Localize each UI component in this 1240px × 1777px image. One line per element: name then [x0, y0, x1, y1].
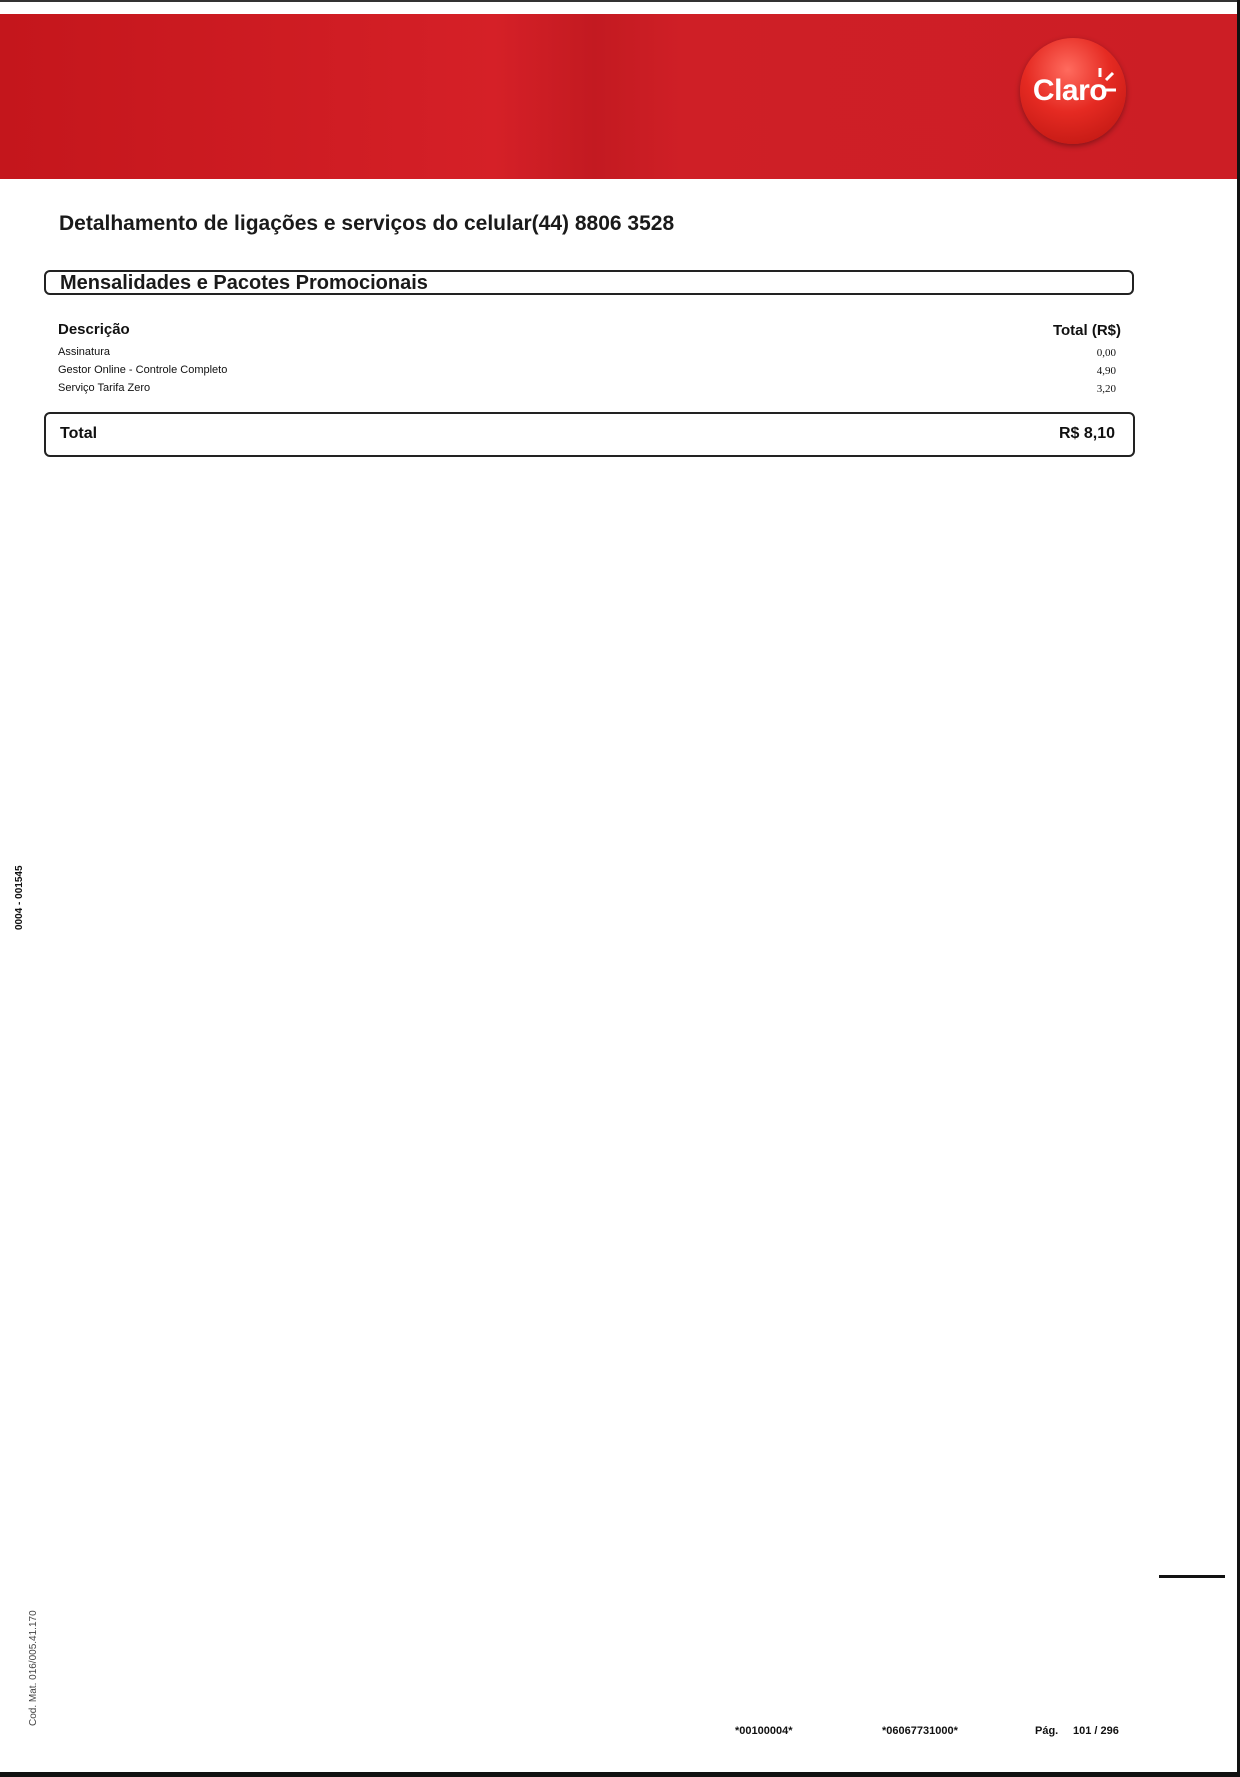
top-strip	[0, 0, 1237, 14]
section-header-box	[44, 270, 1134, 295]
footer-page-label: Pág.	[1035, 1725, 1059, 1737]
footer-page-number: 101 / 296	[1073, 1725, 1119, 1737]
total-box	[44, 412, 1135, 457]
margin-rule	[1159, 1575, 1225, 1578]
item-description: Assinatura	[58, 346, 110, 358]
item-value: 0,00	[1096, 347, 1116, 359]
claro-logo	[1020, 38, 1126, 144]
total-value: R$ 8,10	[1058, 425, 1115, 442]
total-label: Total	[60, 425, 98, 442]
column-header-description: Descrição	[58, 321, 130, 338]
column-header-total: Total (R$)	[1052, 322, 1121, 339]
section-title: Mensalidades e Pacotes Promocionais	[60, 272, 428, 294]
footer-barcode-1: *00100004*	[735, 1725, 793, 1737]
item-description: Gestor Online - Controle Completo	[58, 364, 228, 376]
side-code: 0004 - 001545	[14, 865, 25, 930]
item-description: Serviço Tarifa Zero	[58, 382, 151, 394]
page-title: Detalhamento de ligações e serviços do celular(44) 8806 3528	[59, 212, 675, 235]
logo-text: Claro	[1032, 74, 1108, 107]
material-code: Cod. Mat. 016/005.41.170	[28, 1610, 39, 1726]
item-value: 4,90	[1096, 365, 1116, 377]
logo-rays-icon	[1092, 64, 1118, 104]
item-value: 3,20	[1096, 383, 1116, 395]
footer-barcode-2: *06067731000*	[882, 1725, 958, 1737]
